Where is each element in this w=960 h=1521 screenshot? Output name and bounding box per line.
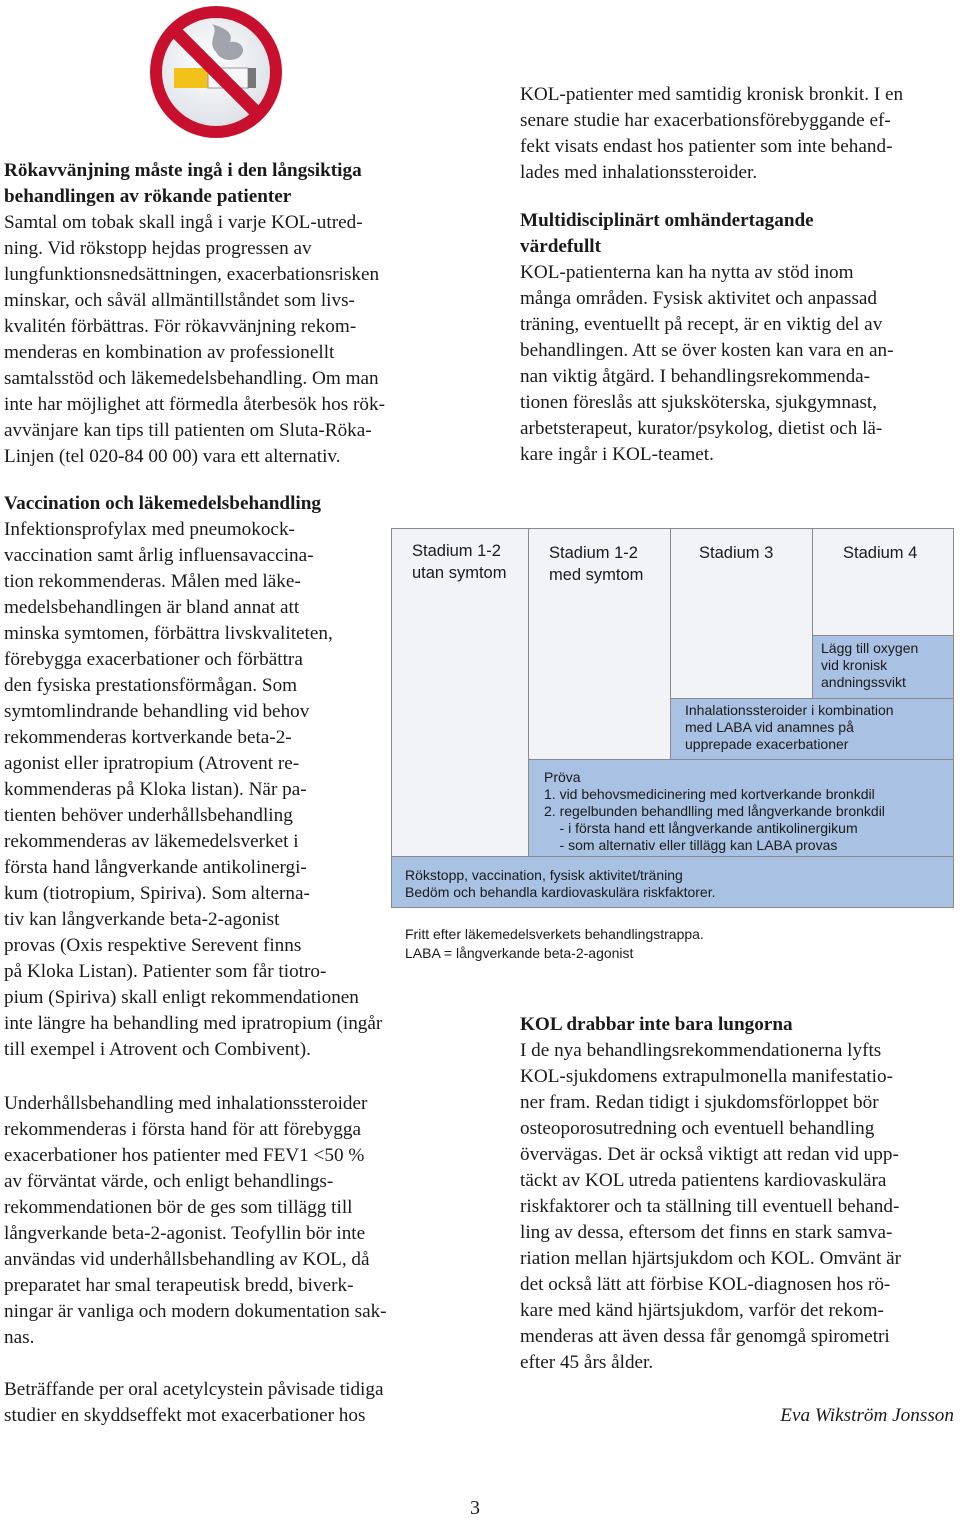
text-line: kvalitén förbättras. För rökavvänjning rekom-	[4, 316, 357, 337]
text-line: osteoporosutredning och eventuell behandling	[520, 1118, 875, 1139]
step-text-line: Rökstopp, vaccination, fysisk aktivitet/träning	[405, 867, 683, 883]
text-line: lungfunktionsnedsättningen, exacerbationsrisken	[4, 264, 380, 285]
text-line: efter 45 års ålder.	[520, 1352, 654, 1373]
text-line: Infektionsprofylax med pneumokock-	[4, 519, 295, 540]
multidisciplinary-heading-line: Multidisciplinärt omhändertagande	[520, 210, 814, 231]
step-text-line: - som alternativ eller tillägg kan LABA provas	[544, 837, 838, 853]
text-line: KOL-patienter med samtidig kronisk bronkit. I en	[520, 84, 904, 105]
step-text-line: upprepade exacerbationer	[685, 736, 849, 752]
text-line: riskfaktorer och ta ställning till eventuell behand-	[520, 1196, 900, 1217]
text-line: ling av dessa, eftersom det finns en stark samva-	[520, 1222, 893, 1243]
text-line: tiv kan långverkande beta-2-agonist	[4, 909, 280, 930]
text-line: symtomlindrande behandling vid behov	[4, 701, 310, 722]
step-text-line: Bedöm och behandla kardiovaskulära riskfaktorer.	[405, 884, 716, 900]
text-line: nas.	[4, 1327, 35, 1348]
text-line: tienten behöver underhållsbehandling	[4, 805, 293, 826]
text-line: senare studie har exacerbationsförebyggande ef-	[520, 110, 891, 131]
text-line: minskar, och såväl allmäntillståndet som livs-	[4, 290, 355, 311]
vaccination-heading: Vaccination och läkemedelsbehandling	[4, 493, 321, 514]
text-line: KOL-patienterna kan ha nytta av stöd inom	[520, 262, 854, 283]
step-text-line: 2. regelbunden behandlling med långverkande bronkdil	[544, 803, 885, 819]
text-line: Samtal om tobak skall ingå i varje KOL-utred-	[4, 212, 363, 233]
step-text-line: Inhalationssteroider i kombination	[685, 702, 894, 718]
maintenance-section	[4, 1091, 387, 1351]
text-line: rekommendationen bör de ges som tillägg till	[4, 1197, 353, 1218]
text-line: vaccination samt årlig influensavaccina-	[4, 545, 314, 566]
text-line: ningar är vanliga och modern dokumentation sak-	[4, 1301, 387, 1322]
text-line: inte har möjlighet att förmedla återbesök hos rök-	[4, 394, 385, 415]
stage-label: Stadium 1-2	[549, 544, 638, 562]
acetylcysteine-section	[4, 1377, 384, 1429]
text-line: provas (Oxis respektive Serevent finns	[4, 935, 302, 956]
step-text-line: Pröva	[544, 769, 581, 785]
step-text-line: Lägg till oxygen	[821, 640, 919, 656]
text-line: ner fram. Redan tidigt i sjukdomsförloppet bör	[520, 1092, 879, 1113]
ics-step	[670, 698, 954, 760]
text-line: fekt visats endast hos patienter som inte behand-	[520, 136, 893, 157]
oxygen-step	[812, 635, 954, 699]
text-line: nan viktig åtgärd. I behandlingsrekommenda-	[520, 366, 871, 387]
text-line: ning. Vid rökstopp hejdas progressen av	[4, 238, 312, 259]
author-signature: Eva Wikström Jonsson	[780, 1405, 954, 1426]
treatment-ladder-diagram	[391, 528, 954, 908]
text-line: behandlingen. Att se över kosten kan vara en an-	[520, 340, 894, 361]
text-line: menderas att även dessa får genomgå spirometri	[520, 1326, 890, 1347]
text-line: kare ingår i KOL-teamet.	[520, 444, 714, 465]
diagram-caption	[405, 925, 704, 963]
not-only-lungs-heading: KOL drabbar inte bara lungorna	[520, 1014, 793, 1035]
text-line: samtalsstöd och läkemedelsbehandling. Om man	[4, 368, 379, 389]
text-line: agonist eller ipratropium (Atrovent re-	[4, 753, 300, 774]
text-line: den fysiska prestationsförmågan. Som	[4, 675, 298, 696]
text-line: tion rekommenderas. Målen med läke-	[4, 571, 301, 592]
text-line: avvänjare kan tips till patienten om Sluta-Röka-	[4, 420, 372, 441]
stage-label: med symtom	[549, 566, 644, 584]
text-line: rekommenderas av läkemedelsverket i	[4, 831, 299, 852]
no-smoking-icon	[146, 2, 286, 142]
vaccination-section	[4, 491, 382, 1063]
multidisciplinary-section	[520, 208, 894, 468]
text-line: många områden. Fysisk aktivitet och anpassad	[520, 288, 878, 309]
text-line: träning, eventuellt på recept, är en viktig del av	[520, 314, 883, 335]
text-line: preparatet har smal terapeutisk bredd, biverk-	[4, 1275, 354, 1296]
step-text-line: vid kronisk	[821, 657, 888, 673]
multidisciplinary-heading-line: värdefullt	[520, 236, 602, 257]
text-line: Beträffande per oral acetylcystein påvisade tidiga	[4, 1379, 384, 1400]
text-line: arbetsterapeut, kurator/psykolog, dietist och lä-	[520, 418, 883, 439]
text-line: rekommenderas i första hand för att förebygga	[4, 1119, 361, 1140]
stage-label: utan symtom	[412, 564, 507, 582]
text-line: tionen föreslås att sjuksköterska, sjukgymnast,	[520, 392, 878, 413]
text-line: exacerbationer hos patienter med FEV1 <50 %	[4, 1145, 365, 1166]
text-line: menderas en kombination av professionellt	[4, 342, 335, 363]
text-line: Underhållsbehandling med inhalationssteroider	[4, 1093, 368, 1114]
text-line: långverkande beta-2-agonist. Teofyllin bör inte	[4, 1223, 366, 1244]
text-line: täckt av KOL utreda patientens kardiovaskulära	[520, 1170, 887, 1191]
text-line: det också lätt att förbise KOL-diagnosen hos rö-	[520, 1274, 891, 1295]
text-line: pium (Spiriva) skall enligt rekommendationen	[4, 987, 359, 1008]
smoking-section	[4, 158, 385, 470]
text-line: kum (tiotropium, Spiriva). Som alterna-	[4, 883, 310, 904]
smoking-heading-line: Rökavvänjning måste ingå i den långsiktiga	[4, 160, 362, 181]
text-line: första hand långverkande antikolinergi-	[4, 857, 307, 878]
text-line: I de nya behandlingsrekommendationerna lyfts	[520, 1040, 882, 1061]
text-line: till exempel i Atrovent och Combivent).	[4, 1039, 311, 1060]
text-line: lades med inhalationssteroider.	[520, 162, 758, 183]
stage-label: Stadium 1-2	[412, 542, 501, 560]
stage-column-1	[391, 528, 529, 908]
text-line: på Kloka Listan). Patienter som får tiotro-	[4, 961, 327, 982]
text-line: KOL-sjukdomens extrapulmonella manifestatio-	[520, 1066, 893, 1087]
text-line: kommenderas på Kloka listan). När pa-	[4, 779, 307, 800]
caption-line: LABA = långverkande beta-2-agonist	[405, 945, 634, 961]
text-line: användas vid underhållsbehandling av KOL, då	[4, 1249, 370, 1270]
step-text-line: andningssvikt	[821, 674, 906, 690]
text-line: Linjen (tel 020-84 00 00) vara ett alternativ.	[4, 446, 341, 467]
not-only-lungs-section	[520, 1012, 901, 1376]
page-number: 3	[470, 1497, 480, 1519]
text-line: inte längre ha behandling med ipratropium (ingår	[4, 1013, 383, 1034]
text-line: kare med känd hjärtsjukdom, varför det rekom-	[520, 1300, 884, 1321]
text-line: rekommenderas kortverkande beta-2-	[4, 727, 292, 748]
step-text-line: - i första hand ett långverkande antikolinergikum	[544, 820, 858, 836]
text-line: medelsbehandlingen är bland annat att	[4, 597, 300, 618]
step-text-line: 1. vid behovsmedicinering med kortverkande bronkdil	[544, 786, 875, 802]
text-line: förebygga exacerbationer och förbättra	[4, 649, 303, 670]
smoking-heading-line: behandlingen av rökande patienter	[4, 186, 292, 207]
base-step	[391, 856, 954, 908]
text-line: studier en skyddseffekt mot exacerbationer hos	[4, 1405, 366, 1426]
stage-label: Stadium 4	[843, 544, 918, 562]
text-line: av förväntat värde, och enligt behandlings-	[4, 1171, 334, 1192]
text-line: riation mellan hjärtsjukdom och KOL. Omvänt är	[520, 1248, 901, 1269]
text-line: minska symtomen, förbättra livskvaliteten,	[4, 623, 333, 644]
try-step	[528, 759, 954, 857]
text-line: övervägas. Det är också viktigt att redan vid upp-	[520, 1144, 899, 1165]
continuation-section	[520, 82, 903, 186]
stage-label: Stadium 3	[699, 544, 774, 562]
caption-line: Fritt efter läkemedelsverkets behandlingstrappa.	[405, 926, 704, 942]
step-text-line: med LABA vid anamnes på	[685, 719, 854, 735]
